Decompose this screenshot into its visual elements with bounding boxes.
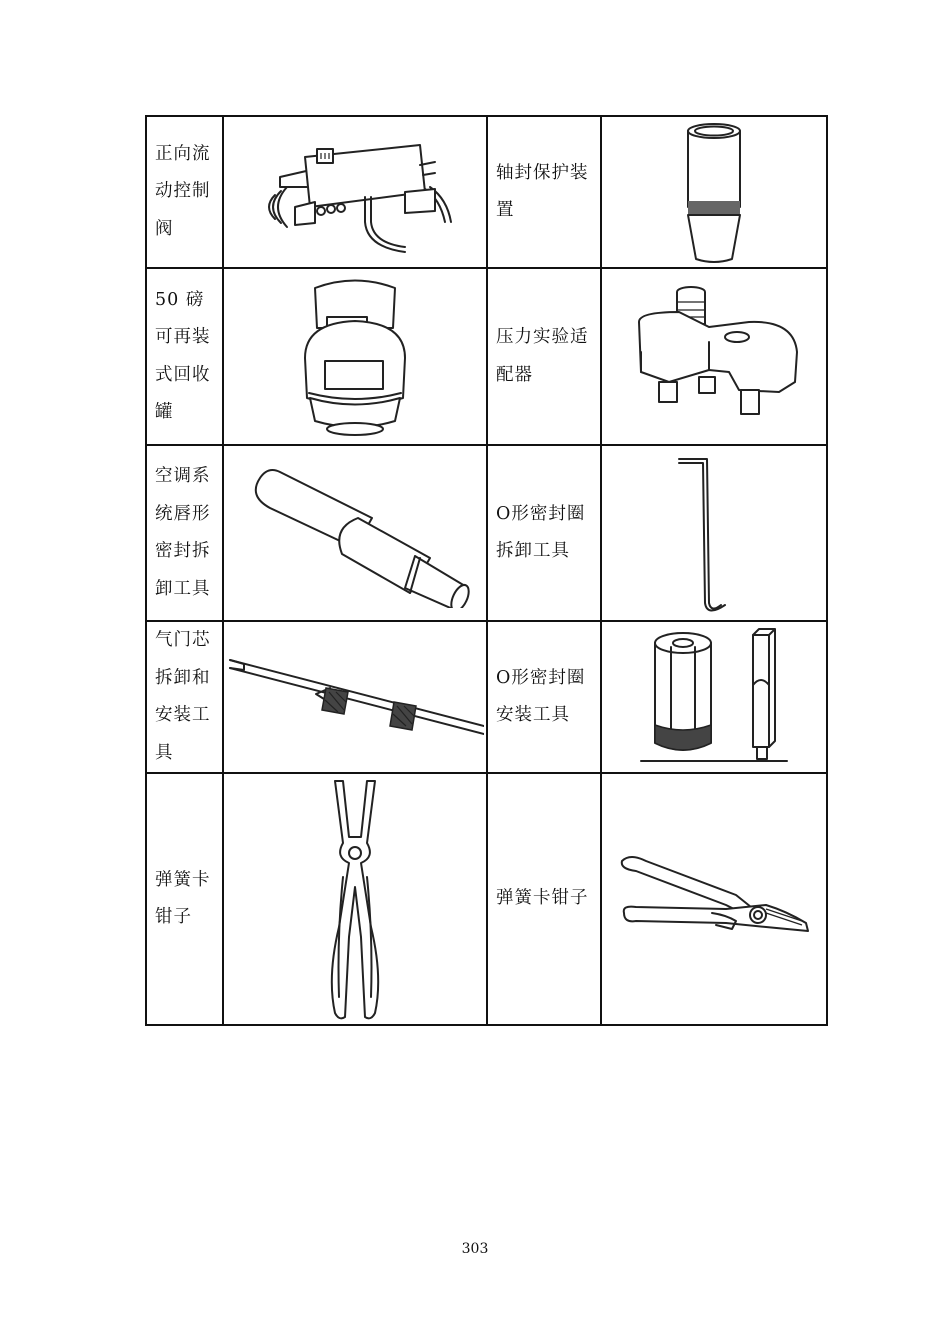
tool-image-cell [223,116,487,268]
o-ring-installer-image [639,625,789,769]
tool-name: 50 磅可再装式回收罐 [155,289,211,422]
tool-image-cell [601,268,827,445]
table-row [146,268,827,445]
valve-core-tool-image [226,652,484,742]
tool-name-cell [146,268,223,445]
tool-image-cell [601,621,827,773]
tool-image-cell [601,773,827,1025]
refillable-recovery-tank-image [295,273,415,441]
table-row [146,621,827,773]
tool-image-cell [223,773,487,1025]
tool-image-cell [223,621,487,773]
forward-flow-control-valve-image [255,127,455,257]
tool-name: 空调系统唇形密封拆卸工具 [155,466,211,599]
tool-name: O形密封圈安装工具 [496,667,586,725]
tool-name-cell [487,268,601,445]
tool-name-cell [146,116,223,268]
table-row [146,445,827,621]
tool-name-cell [146,773,223,1025]
tool-name: 正向流动控制阀 [155,143,211,239]
o-ring-removal-tool-image [669,453,759,613]
tool-image-cell [223,268,487,445]
tool-name-cell [487,621,601,773]
tool-name: 压力实验适配器 [496,327,589,385]
tool-name: 气门芯拆卸和安装工具 [155,630,211,763]
tool-name-cell [487,445,601,621]
lip-seal-removal-tool-image [240,458,470,608]
tool-name: 弹簧卡钳子 [496,888,589,909]
pressure-test-adapter-image [629,282,799,432]
tool-image-cell [601,445,827,621]
spring-clamp-pliers-image [315,777,395,1021]
table-row [146,116,827,268]
tool-name: 轴封保护装置 [496,162,589,220]
tool-name-cell [487,116,601,268]
table-row [146,773,827,1025]
tool-image-cell [223,445,487,621]
shaft-seal-protector-image [674,119,754,265]
spring-clamp-pliers-side-image [616,851,812,947]
page-number: 303 [461,1241,489,1257]
tool-name: O形密封圈拆卸工具 [496,503,586,561]
tool-name-cell [146,445,223,621]
tool-name-cell [487,773,601,1025]
tool-image-cell [601,116,827,268]
tool-name-cell [146,621,223,773]
tool-name: 弹簧卡钳子 [155,869,211,927]
tools-table [145,115,828,1026]
